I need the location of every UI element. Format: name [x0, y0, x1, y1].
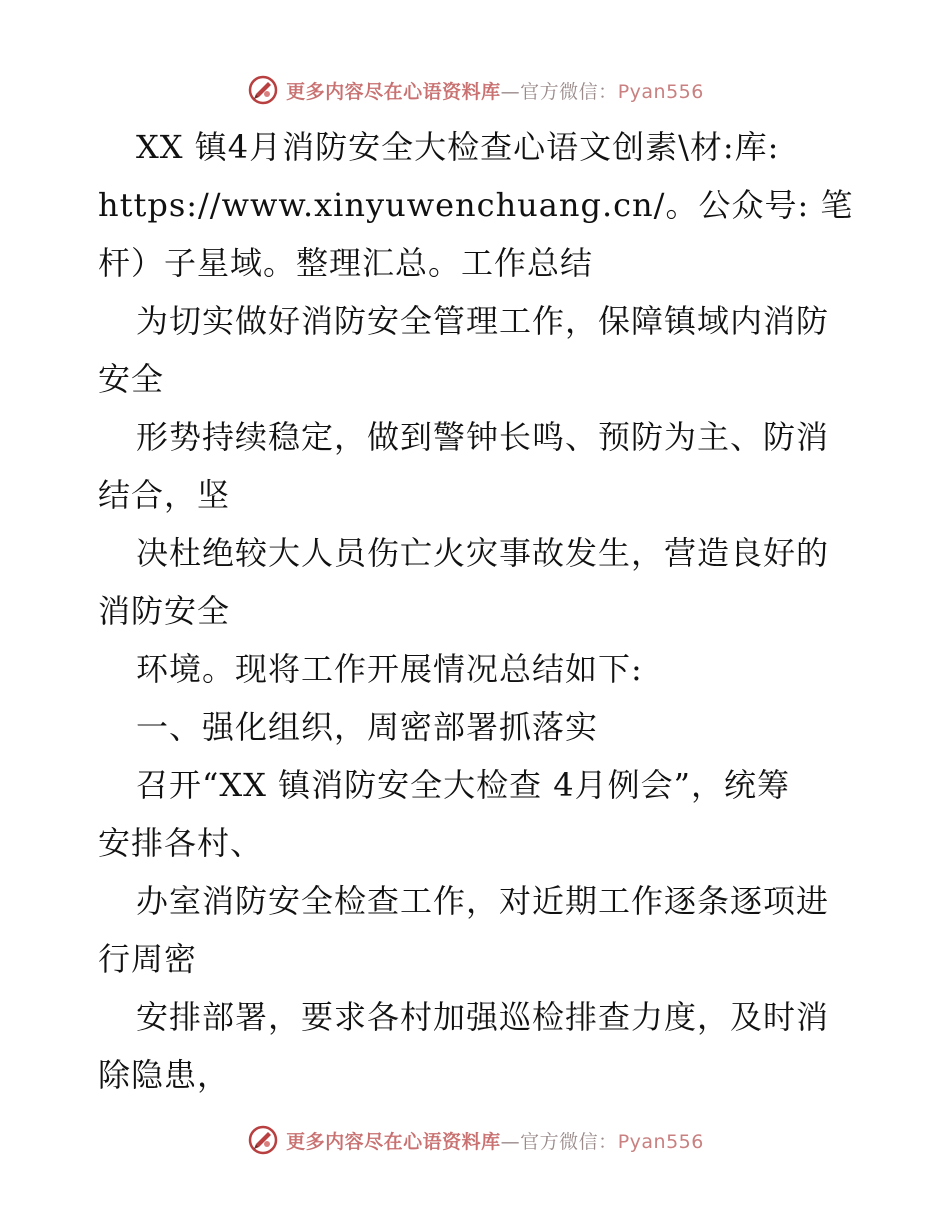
text-line: 杆）子星域。整理汇总。工作总结	[98, 244, 594, 282]
text-line: 安排部署，要求各村加强巡检排查力度，及时消	[136, 998, 830, 1036]
watermark-header	[0, 70, 950, 110]
text-line: 安排各村、	[98, 824, 264, 862]
watermark-main: 更多内容尽在心语资料库	[286, 1130, 501, 1153]
text-line: 召开“XX 镇消防安全大检查 4月例会”，统筹	[136, 766, 790, 804]
watermark-id: Pyan556	[617, 80, 704, 103]
logo-icon	[246, 1123, 280, 1157]
document-body	[98, 118, 858, 1104]
text-line: 决杜绝较大人员伤亡火灾事故发生，营造良好的	[136, 534, 830, 572]
text-line: 办室消防安全检查工作，对近期工作逐条逐项进	[136, 882, 830, 920]
text-line: 消防安全	[98, 592, 231, 630]
text-line: 形势持续稳定，做到警钟长鸣、预防为主、防消	[136, 418, 830, 456]
text-line: 为切实做好消防安全管理工作，保障镇域内消防	[136, 302, 830, 340]
watermark-text	[286, 1127, 704, 1154]
logo-icon	[246, 73, 280, 107]
watermark-sub: —官方微信：	[500, 80, 618, 103]
watermark-text	[286, 77, 704, 104]
watermark-sub: —官方微信：	[500, 1130, 618, 1153]
text-line: 安全	[98, 360, 165, 398]
text-line: 一、强化组织，周密部署抓落实	[136, 708, 599, 746]
text-line: 行周密	[98, 940, 198, 978]
watermark-main: 更多内容尽在心语资料库	[286, 80, 501, 103]
watermark-footer	[0, 1120, 950, 1160]
text-line: 环境。现将工作开展情况总结如下:	[136, 650, 643, 688]
text-line: XX 镇4月消防安全大检查心语文创素\材:库:	[136, 128, 780, 166]
text-line: 结合，坚	[98, 476, 231, 514]
text-line: https://www.xinyuwenchuang.cn/。公众号: 笔	[98, 186, 854, 224]
watermark-id: Pyan556	[617, 1130, 704, 1153]
text-line: 除隐患，	[98, 1056, 231, 1094]
